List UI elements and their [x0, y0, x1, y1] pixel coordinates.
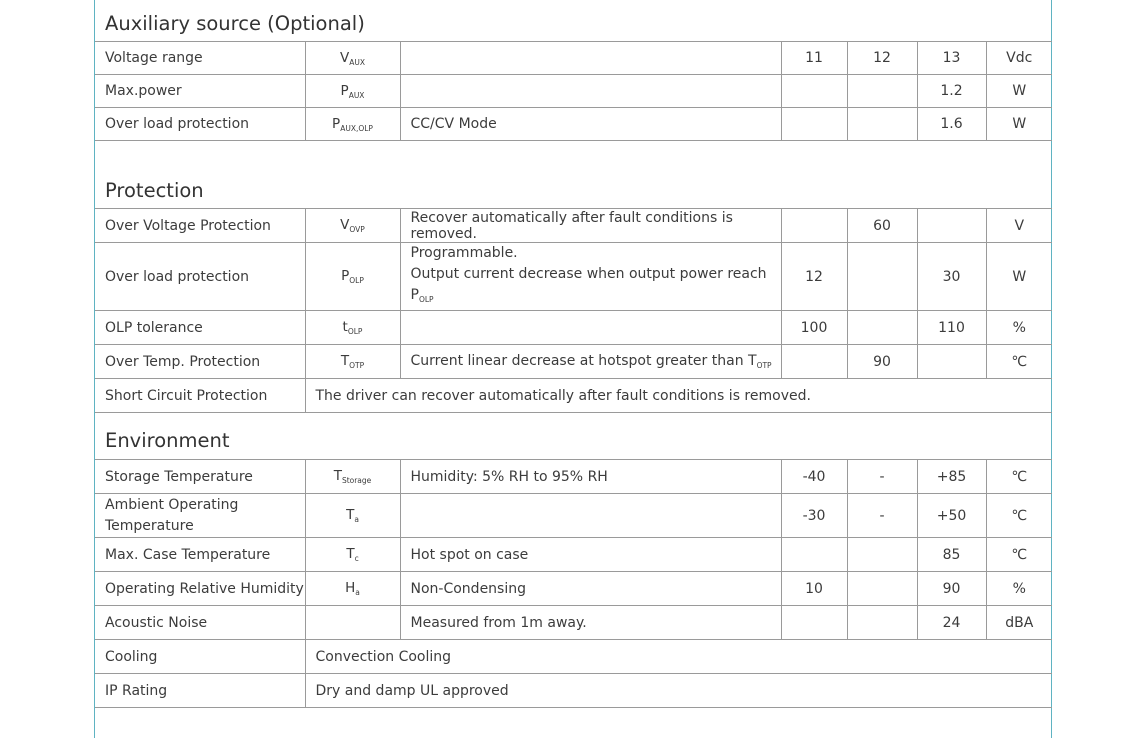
table-row	[95, 379, 1052, 413]
unit-cell: W	[986, 75, 1052, 108]
section-title-environment: Environment	[105, 429, 230, 452]
condition-cell	[400, 494, 781, 538]
table-row	[95, 538, 1052, 572]
auxiliary-table	[95, 41, 1052, 141]
min-cell	[781, 606, 847, 640]
param-cell: Max. Case Temperature	[95, 538, 305, 572]
table-row	[95, 494, 1052, 538]
condition-cell: Recover automatically after fault conditions is removed.	[400, 209, 781, 243]
min-cell: 10	[781, 572, 847, 606]
symbol-cell: $H_a$	[305, 572, 400, 606]
symbol-cell: $t_{OLP}$	[305, 311, 400, 345]
min-cell: 11	[781, 42, 847, 75]
unit-cell: dBA	[986, 606, 1052, 640]
min-cell: 100	[781, 311, 847, 345]
param-cell: Over Voltage Protection	[95, 209, 305, 243]
max-cell: 24	[917, 606, 986, 640]
min-cell: 12	[781, 243, 847, 311]
min-cell	[781, 108, 847, 141]
condition-cell	[400, 75, 781, 108]
unit-cell: %	[986, 311, 1052, 345]
table-row	[95, 108, 1052, 141]
table-row	[95, 75, 1052, 108]
param-cell: Cooling	[95, 640, 305, 674]
symbol-cell	[305, 606, 400, 640]
condition-cell: Measured from 1m away.	[400, 606, 781, 640]
section-title-protection: Protection	[105, 179, 204, 202]
max-cell: 1.6	[917, 108, 986, 141]
symbol-cell: $V_{OVP}$	[305, 209, 400, 243]
max-cell	[917, 209, 986, 243]
merged-value-cell: The driver can recover automatically after fault conditions is removed.	[305, 379, 1052, 413]
max-cell: 30	[917, 243, 986, 311]
typ-cell	[847, 243, 917, 311]
table-row	[95, 606, 1052, 640]
unit-cell: Vdc	[986, 42, 1052, 75]
condition-cell: Current linear decrease at hotspot greater than $T_{OTP}$	[400, 345, 781, 379]
section-title-auxiliary: Auxiliary source (Optional)	[105, 12, 365, 35]
protection-table	[95, 208, 1052, 413]
table-row	[95, 460, 1052, 494]
min-cell	[781, 538, 847, 572]
unit-cell: W	[986, 243, 1052, 311]
typ-cell	[847, 606, 917, 640]
symbol-cell: $T_{OTP}$	[305, 345, 400, 379]
max-cell: 1.2	[917, 75, 986, 108]
typ-cell: 60	[847, 209, 917, 243]
condition-cell: Hot spot on case	[400, 538, 781, 572]
min-cell	[781, 345, 847, 379]
unit-cell: %	[986, 572, 1052, 606]
unit-cell: ℃	[986, 345, 1052, 379]
typ-cell: -	[847, 494, 917, 538]
param-cell: Over load protection	[95, 243, 305, 311]
table-row	[95, 42, 1052, 75]
param-cell: Over Temp. Protection	[95, 345, 305, 379]
typ-cell	[847, 572, 917, 606]
param-cell: Over load protection	[95, 108, 305, 141]
max-cell: 85	[917, 538, 986, 572]
symbol-cell: $P_{AUX,OLP}$	[305, 108, 400, 141]
param-cell: Voltage range	[95, 42, 305, 75]
unit-cell: ℃	[986, 538, 1052, 572]
typ-cell	[847, 311, 917, 345]
unit-cell: W	[986, 108, 1052, 141]
table-row	[95, 345, 1052, 379]
min-cell	[781, 209, 847, 243]
typ-cell: 12	[847, 42, 917, 75]
unit-cell: V	[986, 209, 1052, 243]
param-cell: Short Circuit Protection	[95, 379, 305, 413]
spec-page	[94, 0, 1052, 738]
merged-value-cell: Dry and damp UL approved	[305, 674, 1052, 708]
min-cell: -30	[781, 494, 847, 538]
table-row	[95, 311, 1052, 345]
max-cell: 13	[917, 42, 986, 75]
condition-cell	[400, 42, 781, 75]
param-cell: Acoustic Noise	[95, 606, 305, 640]
typ-cell	[847, 75, 917, 108]
symbol-cell: $T_a$	[305, 494, 400, 538]
condition-cell: CC/CV Mode	[400, 108, 781, 141]
param-cell: Storage Temperature	[95, 460, 305, 494]
typ-cell: 90	[847, 345, 917, 379]
max-cell: 90	[917, 572, 986, 606]
table-row	[95, 209, 1052, 243]
min-cell	[781, 75, 847, 108]
symbol-cell: $V_{AUX}$	[305, 42, 400, 75]
max-cell: 110	[917, 311, 986, 345]
typ-cell	[847, 108, 917, 141]
symbol-cell: $P_{AUX}$	[305, 75, 400, 108]
symbol-cell: $T_{Storage}$	[305, 460, 400, 494]
unit-cell: ℃	[986, 494, 1052, 538]
param-cell: Max.power	[95, 75, 305, 108]
unit-cell: ℃	[986, 460, 1052, 494]
max-cell: +85	[917, 460, 986, 494]
table-row	[95, 243, 1052, 311]
max-cell	[917, 345, 986, 379]
param-cell: OLP tolerance	[95, 311, 305, 345]
table-row	[95, 640, 1052, 674]
max-cell: +50	[917, 494, 986, 538]
table-row	[95, 572, 1052, 606]
environment-table	[95, 459, 1052, 708]
table-row	[95, 674, 1052, 708]
min-cell: -40	[781, 460, 847, 494]
typ-cell: -	[847, 460, 917, 494]
param-cell: IP Rating	[95, 674, 305, 708]
symbol-cell: $T_c$	[305, 538, 400, 572]
condition-cell: Non-Condensing	[400, 572, 781, 606]
param-cell: Operating Relative Humidity	[95, 572, 305, 606]
merged-value-cell: Convection Cooling	[305, 640, 1052, 674]
condition-cell: Programmable. Output current decrease when output power reach $P_{OLP}$	[400, 243, 781, 311]
param-cell: Ambient Operating Temperature	[95, 494, 305, 538]
symbol-cell: $P_{OLP}$	[305, 243, 400, 311]
condition-cell: Humidity: 5% RH to 95% RH	[400, 460, 781, 494]
condition-cell	[400, 311, 781, 345]
typ-cell	[847, 538, 917, 572]
